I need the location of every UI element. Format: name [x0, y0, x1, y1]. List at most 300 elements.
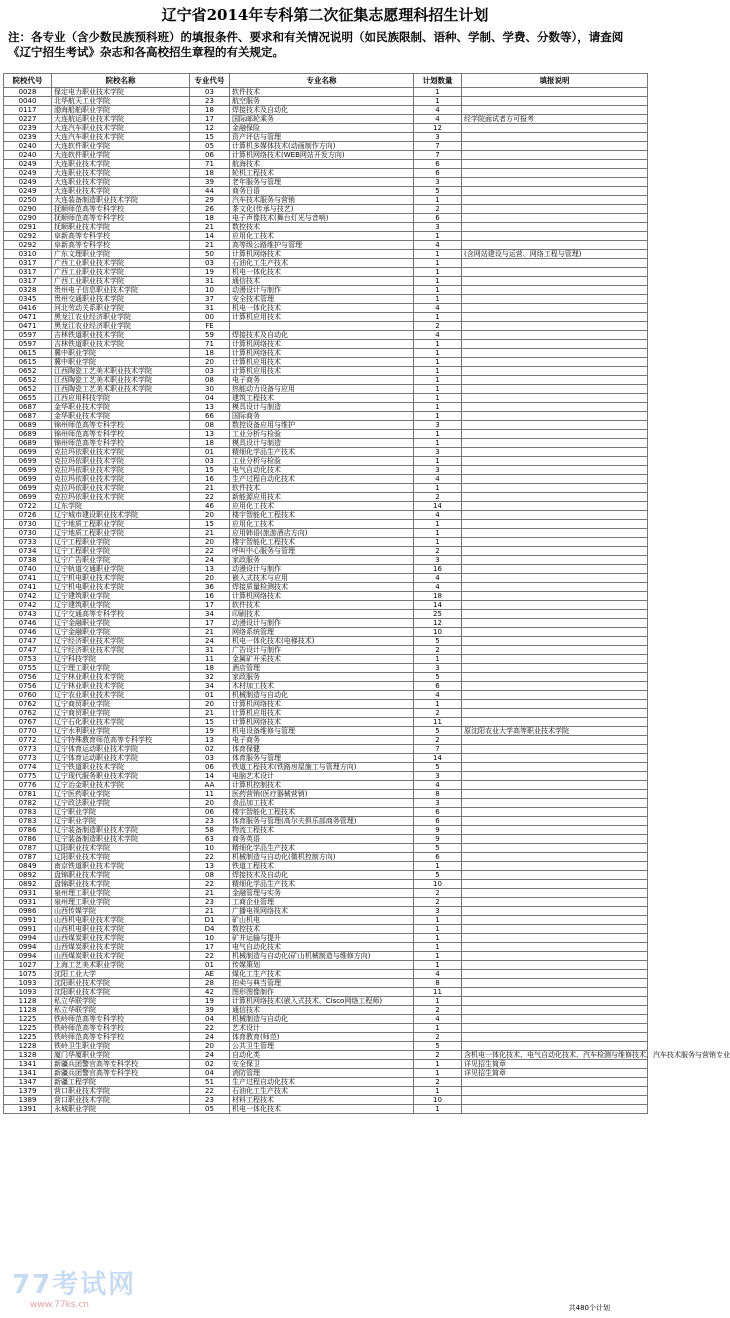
cell-plan-count: 6 [414, 853, 462, 862]
cell-major-code: 06 [190, 151, 230, 160]
cell-notes [462, 862, 648, 871]
cell-notes [462, 448, 648, 457]
cell-plan-count: 5 [414, 673, 462, 682]
cell-school-code: 0597 [4, 331, 52, 340]
cell-major-code: 22 [190, 880, 230, 889]
cell-school-code: 0655 [4, 394, 52, 403]
cell-major-name: 软件技术 [230, 601, 414, 610]
cell-notes [462, 223, 648, 232]
cell-notes [462, 313, 648, 322]
cell-notes [462, 1105, 648, 1114]
cell-major-name: 国际邮轮乘务 [230, 115, 414, 124]
cell-school-name: 黑龙江农业经济职业学院 [52, 322, 190, 331]
table-row [4, 601, 648, 610]
cell-school-code: 0687 [4, 412, 52, 421]
table-row [4, 313, 648, 322]
cell-major-code: 11 [190, 655, 230, 664]
cell-major-code: 01 [190, 961, 230, 970]
cell-major-code: 18 [190, 439, 230, 448]
table-row [4, 1060, 648, 1069]
cell-plan-count: 2 [414, 322, 462, 331]
cell-major-name: 计算机控制技术 [230, 781, 414, 790]
cell-major-code: 34 [190, 682, 230, 691]
cell-school-code: 1228 [4, 1042, 52, 1051]
cell-school-code: 0652 [4, 376, 52, 385]
table-row [4, 322, 648, 331]
table-row [4, 790, 648, 799]
cell-school-name: 上海工艺美术职业学院 [52, 961, 190, 970]
cell-school-code: 0292 [4, 241, 52, 250]
cell-notes [462, 619, 648, 628]
table-row [4, 898, 648, 907]
cell-major-name: 广告设计与制作 [230, 646, 414, 655]
cell-major-code: 20 [190, 538, 230, 547]
table-row [4, 682, 648, 691]
cell-major-code: 37 [190, 295, 230, 304]
table-row [4, 835, 648, 844]
cell-major-name: 生产过程自动化技术 [230, 475, 414, 484]
cell-school-code: 0774 [4, 763, 52, 772]
cell-school-code: 0722 [4, 502, 52, 511]
table-row [4, 151, 648, 160]
cell-school-code: 0770 [4, 727, 52, 736]
table-row [4, 943, 648, 952]
cell-plan-count: 11 [414, 718, 462, 727]
cell-notes [462, 574, 648, 583]
table-row [4, 520, 648, 529]
cell-major-name: 热能动力设备与应用 [230, 385, 414, 394]
cell-plan-count: 3 [414, 421, 462, 430]
cell-school-code: 0994 [4, 952, 52, 961]
cell-notes [462, 187, 648, 196]
cell-school-code: 0726 [4, 511, 52, 520]
cell-plan-count: 14 [414, 601, 462, 610]
cell-notes [462, 700, 648, 709]
table-row [4, 925, 648, 934]
cell-major-name: 焊接技术及自动化 [230, 106, 414, 115]
cell-major-name: 老年服务与管理 [230, 178, 414, 187]
cell-school-name: 辽宁建筑职业学院 [52, 592, 190, 601]
cell-school-code: 0689 [4, 430, 52, 439]
cell-major-code: 23 [190, 1096, 230, 1105]
cell-major-name: 焊接技术及自动化 [230, 871, 414, 880]
cell-major-code: 59 [190, 331, 230, 340]
cell-notes [462, 295, 648, 304]
cell-school-code: 0892 [4, 871, 52, 880]
cell-major-name: 精细化学品生产技术 [230, 844, 414, 853]
cell-school-name: 江西陶瓷工艺美术职业技术学院 [52, 385, 190, 394]
cell-school-name: 克拉玛依职业技术学院 [52, 475, 190, 484]
cell-notes [462, 979, 648, 988]
cell-major-name: 矿山机电 [230, 916, 414, 925]
cell-school-code: 0689 [4, 421, 52, 430]
table-row [4, 655, 648, 664]
cell-school-name: 大连软件职业学院 [52, 142, 190, 151]
cell-plan-count: 5 [414, 187, 462, 196]
cell-major-code: 23 [190, 817, 230, 826]
cell-major-name: 计算机网络技术 [230, 718, 414, 727]
cell-plan-count: 9 [414, 826, 462, 835]
cell-school-name: 山西传媒学院 [52, 907, 190, 916]
cell-notes [462, 430, 648, 439]
cell-school-code: 0747 [4, 646, 52, 655]
cell-major-name: 呼叫中心服务与管理 [230, 547, 414, 556]
cell-plan-count: 1 [414, 385, 462, 394]
cell-school-code: 0290 [4, 214, 52, 223]
cell-school-name: 辽宁体育运动职业技术学院 [52, 754, 190, 763]
cell-notes [462, 772, 648, 781]
cell-major-name: 家政服务 [230, 673, 414, 682]
cell-school-name: 大连汽车职业技术学院 [52, 124, 190, 133]
cell-school-name: 黑龙江农业经济职业学院 [52, 313, 190, 322]
cell-plan-count: 1 [414, 457, 462, 466]
table-row [4, 592, 648, 601]
cell-major-name: 网络系统管理 [230, 628, 414, 637]
cell-school-name: 辽宁职业学院 [52, 808, 190, 817]
cell-notes [462, 412, 648, 421]
cell-major-code: 44 [190, 187, 230, 196]
cell-plan-count: 3 [414, 466, 462, 475]
table-row [4, 1015, 648, 1024]
cell-school-name: 阜新高等专科学校 [52, 241, 190, 250]
cell-notes [462, 889, 648, 898]
cell-notes [462, 205, 648, 214]
cell-plan-count: 6 [414, 214, 462, 223]
cell-major-name: 机械制造与自动化(微机控制方向) [230, 853, 414, 862]
cell-notes [462, 529, 648, 538]
table-row [4, 880, 648, 889]
cell-school-name: 吉林铁道职业技术学院 [52, 331, 190, 340]
cell-notes [462, 637, 648, 646]
cell-school-code: 0760 [4, 691, 52, 700]
table-row [4, 565, 648, 574]
cell-school-code: 0743 [4, 610, 52, 619]
cell-major-code: 21 [190, 889, 230, 898]
table-row [4, 583, 648, 592]
table-row [4, 169, 648, 178]
cell-notes [462, 988, 648, 997]
cell-notes [462, 898, 648, 907]
cell-school-name: 辽宁建筑职业学院 [52, 601, 190, 610]
header-school-code: 院校代号 [4, 74, 52, 88]
cell-plan-count: 1 [414, 484, 462, 493]
cell-major-name: 楼宇智能化工程技术 [230, 511, 414, 520]
cell-major-name: 计算机网络技术 [230, 349, 414, 358]
cell-major-name: 工商企业管理 [230, 898, 414, 907]
cell-major-code: FE [190, 322, 230, 331]
cell-school-code: 0781 [4, 790, 52, 799]
cell-plan-count: 1 [414, 529, 462, 538]
cell-major-code: 05 [190, 1105, 230, 1114]
cell-school-code: 0240 [4, 142, 52, 151]
cell-major-name: 安全保卫 [230, 1060, 414, 1069]
cell-school-name: 大连职业技术学院 [52, 178, 190, 187]
cell-plan-count: 1 [414, 286, 462, 295]
table-row [4, 133, 648, 142]
cell-major-code: 22 [190, 547, 230, 556]
cell-major-code: 03 [190, 457, 230, 466]
cell-school-name: 盘锦职业技术学院 [52, 871, 190, 880]
cell-school-code: 0117 [4, 106, 52, 115]
cell-major-code: 21 [190, 484, 230, 493]
cell-major-name: 计算机多媒体技术(动画制作方向) [230, 142, 414, 151]
cell-school-code: 0783 [4, 817, 52, 826]
cell-school-name: 山西煤炭职业技术学院 [52, 952, 190, 961]
cell-school-code: 0615 [4, 349, 52, 358]
cell-major-name [230, 322, 414, 331]
table-row [4, 1105, 648, 1114]
cell-school-code: 0699 [4, 448, 52, 457]
cell-school-code: 0471 [4, 313, 52, 322]
cell-school-code: 0250 [4, 196, 52, 205]
cell-plan-count: 1 [414, 97, 462, 106]
cell-plan-count: 11 [414, 988, 462, 997]
cell-major-name: 机电一体化技术(电梯技术) [230, 637, 414, 646]
cell-plan-count: 5 [414, 727, 462, 736]
cell-major-name: 体育服务与管理(高尔夫俱乐部商务管理) [230, 817, 414, 826]
cell-major-code: 21 [190, 223, 230, 232]
cell-major-code: 22 [190, 493, 230, 502]
cell-school-name: 铁岭师范高等专科学校 [52, 1033, 190, 1042]
cell-major-name: 计算机网络技术 [230, 592, 414, 601]
cell-major-name: 机械制造与自动化(矿山机械制造与维修方向) [230, 952, 414, 961]
table-row [4, 952, 648, 961]
cell-school-name: 辽宁体育运动职业技术学院 [52, 745, 190, 754]
cell-school-code: 0773 [4, 754, 52, 763]
cell-plan-count: 3 [414, 178, 462, 187]
cell-school-name: 冀中职业学院 [52, 358, 190, 367]
cell-major-name: 艺术设计 [230, 1024, 414, 1033]
cell-school-code: 1391 [4, 1105, 52, 1114]
cell-major-code: 03 [190, 367, 230, 376]
cell-major-code: 10 [190, 844, 230, 853]
cell-major-name: 公共卫生管理 [230, 1042, 414, 1051]
cell-major-code: 24 [190, 1033, 230, 1042]
cell-major-name: 应用化工技术 [230, 502, 414, 511]
cell-school-code: 0227 [4, 115, 52, 124]
cell-major-code: 15 [190, 718, 230, 727]
cell-school-name: 辽宁水利职业学院 [52, 727, 190, 736]
cell-notes [462, 151, 648, 160]
cell-plan-count: 2 [414, 709, 462, 718]
cell-major-code: 19 [190, 268, 230, 277]
cell-major-name: 商务日语 [230, 187, 414, 196]
cell-school-code: 0239 [4, 124, 52, 133]
table-row [4, 664, 648, 673]
cell-school-name: 盘锦职业技术学院 [52, 880, 190, 889]
cell-school-name: 辽宁政法职业学院 [52, 799, 190, 808]
table-row [4, 97, 648, 106]
cell-notes [462, 511, 648, 520]
cell-school-code: 0730 [4, 529, 52, 538]
cell-school-name: 阜新高等专科学校 [52, 232, 190, 241]
cell-school-code: 0317 [4, 268, 52, 277]
cell-school-code: 1341 [4, 1069, 52, 1078]
cell-plan-count: 1 [414, 925, 462, 934]
cell-school-name: 厦门华厦职业学院 [52, 1051, 190, 1060]
cell-school-code: 1128 [4, 1006, 52, 1015]
cell-plan-count: 2 [414, 1051, 462, 1060]
cell-notes [462, 232, 648, 241]
table-row [4, 1087, 648, 1096]
table-row [4, 484, 648, 493]
cell-notes [462, 925, 648, 934]
table-row [4, 115, 648, 124]
cell-plan-count: 1 [414, 259, 462, 268]
cell-major-code: 02 [190, 1060, 230, 1069]
table-row [4, 187, 648, 196]
cell-school-name: 辽宁装备制造职业技术学院 [52, 835, 190, 844]
table-row [4, 727, 648, 736]
cell-major-name: 安全技术管理 [230, 295, 414, 304]
enrollment-plan-table [3, 73, 730, 1114]
cell-major-name: 石油化工生产技术 [230, 1087, 414, 1096]
cell-school-code: 0762 [4, 709, 52, 718]
cell-notes [462, 844, 648, 853]
cell-major-code: 14 [190, 772, 230, 781]
cell-notes [462, 754, 648, 763]
cell-notes [462, 709, 648, 718]
cell-notes [462, 934, 648, 943]
cell-plan-count: 1 [414, 862, 462, 871]
cell-plan-count: 1 [414, 268, 462, 277]
cell-school-name: 渤海船舶职业学院 [52, 106, 190, 115]
cell-notes [462, 439, 648, 448]
cell-major-name: 轮机工程技术 [230, 169, 414, 178]
site-watermark-url: www.77ks.cn [30, 1300, 89, 1310]
cell-major-name: 通信技术 [230, 277, 414, 286]
cell-major-code: 13 [190, 862, 230, 871]
cell-major-name: 动漫设计与制作 [230, 565, 414, 574]
cell-school-code: 0782 [4, 799, 52, 808]
cell-major-name: 资产评估与管理 [230, 133, 414, 142]
cell-major-name: 电气自动化技术 [230, 466, 414, 475]
cell-school-name: 辽宁科技学院 [52, 655, 190, 664]
cell-plan-count: 1 [414, 916, 462, 925]
cell-major-code: 71 [190, 340, 230, 349]
cell-school-name: 南京铁道职业技术学院 [52, 862, 190, 871]
cell-major-code: 04 [190, 1069, 230, 1078]
cell-major-name: 精细化学品生产技术 [230, 880, 414, 889]
cell-plan-count: 10 [414, 880, 462, 889]
cell-notes [462, 178, 648, 187]
cell-plan-count: 6 [414, 808, 462, 817]
cell-school-code: 0786 [4, 826, 52, 835]
cell-school-name: 辽宁理工职业学院 [52, 664, 190, 673]
cell-major-name: 软件技术 [230, 484, 414, 493]
cell-school-name: 泉州理工职业学院 [52, 898, 190, 907]
cell-major-code: 63 [190, 835, 230, 844]
cell-plan-count: 5 [414, 763, 462, 772]
cell-school-code: 0740 [4, 565, 52, 574]
cell-major-code: 23 [190, 898, 230, 907]
cell-major-code: 23 [190, 97, 230, 106]
cell-school-name: 辽宁石化职业技术学院 [52, 718, 190, 727]
header-major-code: 专业代号 [190, 74, 230, 88]
cell-major-code: 18 [190, 349, 230, 358]
cell-notes [462, 592, 648, 601]
cell-major-code: 03 [190, 88, 230, 97]
cell-major-name: 数控技术 [230, 925, 414, 934]
cell-major-code: 22 [190, 1087, 230, 1096]
cell-major-code: 66 [190, 412, 230, 421]
table-row [4, 1051, 648, 1060]
cell-plan-count: 1 [414, 88, 462, 97]
cell-notes: 详见招生简章 [462, 1069, 648, 1078]
cell-major-name: 生产过程自动化技术 [230, 1078, 414, 1087]
table-row [4, 844, 648, 853]
header-plan-count: 计划数量 [414, 74, 462, 88]
cell-notes [462, 394, 648, 403]
cell-school-name: 克拉玛依职业技术学院 [52, 466, 190, 475]
cell-major-name: 楼宇智能化工程技术 [230, 538, 414, 547]
cell-school-name: 贵州交通职业技术学院 [52, 295, 190, 304]
cell-school-name: 辽宁林业职业技术学院 [52, 673, 190, 682]
cell-notes [462, 1042, 648, 1051]
cell-major-code: 20 [190, 1042, 230, 1051]
cell-major-code: 18 [190, 169, 230, 178]
cell-school-name: 克拉玛依职业技术学院 [52, 484, 190, 493]
cell-school-code: 0986 [4, 907, 52, 916]
table-row [4, 997, 648, 1006]
cell-school-name: 抚顺师范高等专科学校 [52, 205, 190, 214]
cell-plan-count: 1 [414, 250, 462, 259]
cell-major-code: 08 [190, 421, 230, 430]
cell-major-name: 航海技术 [230, 160, 414, 169]
cell-school-name: 辽东学院 [52, 502, 190, 511]
cell-major-name: 金融保险 [230, 124, 414, 133]
cell-notes [462, 97, 648, 106]
cell-major-name: 新能源应用技术 [230, 493, 414, 502]
cell-notes [462, 502, 648, 511]
table-row [4, 736, 648, 745]
cell-major-name: 建筑工程技术 [230, 394, 414, 403]
table-row [4, 448, 648, 457]
cell-major-code: 00 [190, 313, 230, 322]
cell-plan-count: 4 [414, 691, 462, 700]
table-row [4, 277, 648, 286]
cell-school-name: 大连职业技术学院 [52, 160, 190, 169]
cell-notes [462, 997, 648, 1006]
cell-plan-count: 14 [414, 502, 462, 511]
cell-school-code: 0742 [4, 601, 52, 610]
cell-school-name: 辽宁医药职业学院 [52, 790, 190, 799]
cell-school-code: 0756 [4, 673, 52, 682]
cell-major-code: 03 [190, 259, 230, 268]
cell-major-code: 39 [190, 1006, 230, 1015]
cell-school-name: 河北劳动关系职业学院 [52, 304, 190, 313]
cell-school-code: 0240 [4, 151, 52, 160]
table-row [4, 304, 648, 313]
table-row [4, 853, 648, 862]
cell-major-name: 楼宇智能化工程技术 [230, 808, 414, 817]
cell-school-name: 辽宁轨道交通职业学院 [52, 565, 190, 574]
cell-plan-count: 3 [414, 448, 462, 457]
cell-major-name: 体育保健 [230, 745, 414, 754]
cell-major-code: 22 [190, 1024, 230, 1033]
cell-plan-count: 25 [414, 610, 462, 619]
cell-plan-count: 1 [414, 376, 462, 385]
cell-plan-count: 3 [414, 664, 462, 673]
cell-major-code: 17 [190, 619, 230, 628]
cell-major-name: 电子商务 [230, 376, 414, 385]
cell-major-code: 14 [190, 232, 230, 241]
cell-school-code: 0652 [4, 385, 52, 394]
table-row [4, 763, 648, 772]
cell-major-code: 03 [190, 754, 230, 763]
cell-school-name: 铁岭师范高等专科学校 [52, 1024, 190, 1033]
cell-school-name: 辽宁金融职业学院 [52, 628, 190, 637]
